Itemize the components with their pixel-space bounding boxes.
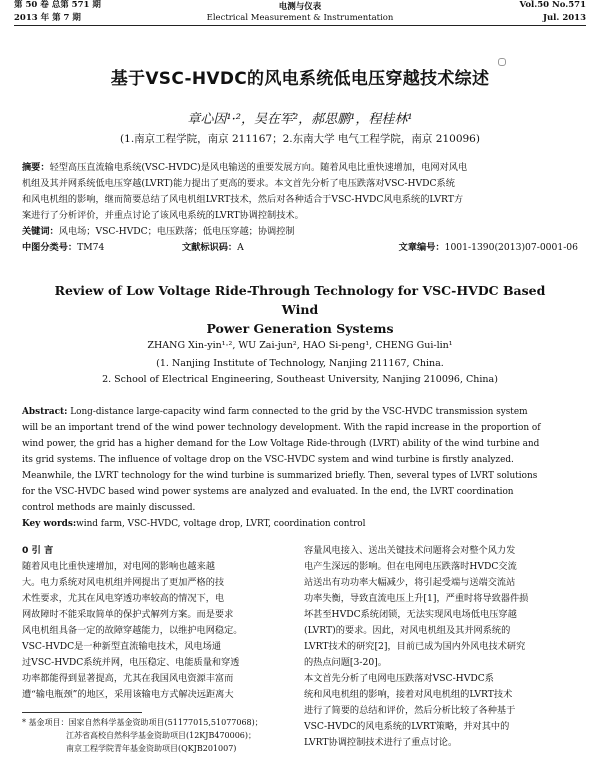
abstract-cn-line: 机组及其并网系统低电压穿越(LVRT)能力提出了更高的要求。本文首先分析了电压跌落对VSC-HVDC系统	[22, 178, 455, 189]
affiliation-en-line: (1. Nanjing Institute of Technology, Nanjing 211167, China.	[156, 358, 444, 369]
authors-en: ZHANG Xin-yin¹·², WU Zai-jun², HAO Si-peng¹, CHENG Gui-lin¹	[147, 340, 453, 351]
keywords-cn-text: 风电场；VSC-HVDC；电压跌落；低电压穿越；协调控制	[58, 226, 295, 237]
title-en-line: Power Generation Systems	[206, 321, 394, 336]
header-volume-cn: 第 50 卷 总第 571 期	[14, 0, 101, 10]
abstract-en-label: Abstract:	[22, 407, 68, 417]
affiliation-cn: (1.南京工程学院，南京 211167；2.东南大学 电气工程学院，南京 210096)	[120, 133, 480, 145]
header-volume-en: Vol.50 No.571	[519, 0, 586, 10]
authors-cn: 章心因¹·²，吴在军²，郝思鹏¹，程桂林¹	[187, 112, 413, 127]
body-line: 风电机组具备一定的故障穿越能力，以维护电网稳定。	[22, 625, 243, 636]
body-line: 本文首先分析了电网电压跌落对VSC-HVDC系	[304, 673, 494, 684]
body-left-column	[22, 543, 288, 703]
body-line: 过VSC-HVDC系统并网，电压稳定、电能质量和穿透	[22, 657, 240, 668]
keywords-en	[22, 516, 578, 532]
article-no-value: 1001-1390(2013)07-0001-06	[444, 242, 578, 253]
abstract-en-line: Meanwhile, the LVRT technology for the wind turbine is summarized briefly. Then, several types of LVRT solutions	[22, 471, 538, 481]
body-line: 随着风电比重快速增加，对电网的影响也越来越	[22, 561, 215, 572]
footnote-line: 南京工程学院青年基金资助项目(QKJB201007)	[66, 744, 237, 753]
body-line: 站送出有功功率大幅减少，将引起受端与送端交流站	[304, 577, 516, 588]
body-line: 进行了简要的总结和评价，然后分析比较了各种基于	[304, 705, 516, 716]
header-month-en: Jul. 2013	[542, 13, 586, 23]
body-line: VSC-HVDC的风电系统的LVRT策略，并对其中的	[304, 721, 510, 732]
body-line: 统和风电机组的影响，接着对风电机组的LVRT技术	[304, 689, 513, 700]
body-line: 大。电力系统对风电机组并网提出了更加严格的技	[22, 577, 225, 588]
body-line: LVRT协调控制技术进行了重点讨论。	[304, 737, 458, 748]
abstract-en-line: control methods are mainly discussed.	[22, 503, 196, 513]
abstract-cn-label: 摘要：	[22, 162, 50, 173]
body-line: LVRT技术的研究[2]，目前已成为国内外风电技术研究	[304, 641, 526, 652]
header-rule	[14, 25, 586, 26]
doc-code-value: A	[237, 242, 244, 253]
section-heading: 0 引 言	[22, 545, 54, 556]
body-line: 功率失衡，导致直流电压上升[1]，严重时将导致器件损	[304, 593, 529, 604]
keywords-cn-label: 关键词：	[22, 226, 59, 237]
title-cn: 基于VSC-HVDC的风电系统低电压穿越技术综述	[110, 69, 490, 89]
keywords-cn	[22, 224, 578, 240]
title-en	[40, 281, 560, 338]
article-no-label: 文章编号：	[398, 242, 445, 253]
body-right-column	[304, 543, 578, 751]
clc-value: TM74	[77, 242, 105, 253]
footnote-rule	[22, 712, 142, 713]
header-journal-en: Electrical Measurement & Instrumentation	[206, 13, 394, 23]
abstract-en-line: its grid systems. The influence of voltage drop on the VSC-HVDC system and wind turbine is firstly analyzed.	[22, 455, 514, 465]
keywords-en-label: Key words:	[22, 519, 77, 529]
body-line: 坏甚至HVDC系统闭锁，无法实现风电场低电压穿越	[304, 609, 517, 620]
clc-label: 中图分类号：	[22, 242, 78, 253]
footnote-marker-icon	[498, 58, 506, 66]
abstract-cn-line: 案进行了分析评价，并重点讨论了该风电系统的LVRT协调控制技术。	[22, 210, 304, 221]
body-line: 容量风电接入、送出关键技术问题将会对整个风力发	[304, 545, 516, 556]
body-line: 功率都能得到显著提高，尤其在我国风电资源丰富而	[22, 673, 234, 684]
abstract-en-line: Long-distance large-capacity wind farm connected to the grid by the VSC-HVDC transmission system	[70, 407, 528, 417]
classification-line	[22, 240, 578, 256]
abstract-en-line: will be an important trend of the wind power technology development. With the rapid increase in the proportion of	[22, 423, 541, 433]
body-line: (LVRT)的要求。因此，对风电机组及其并网系统的	[304, 625, 511, 636]
body-line: 的热点问题[3-20]。	[304, 657, 387, 668]
footnote-line: * 基金项目：国家自然科学基金资助项目(51177015,51077068)；	[22, 718, 263, 727]
body-line: 术性要求，尤其在风电穿透功率较高的情况下，电	[22, 593, 225, 604]
doc-code-label: 文献标识码：	[182, 242, 238, 253]
abstract-en-line: for the VSC-HVDC based wind power systems are analyzed and evaluated. In the end, the LVRT coordination	[22, 487, 514, 497]
body-line: 电产生深远的影响。但在电网电压跌落时HVDC交流	[304, 561, 517, 572]
abstract-cn	[22, 160, 578, 256]
title-en-line: Review of Low Voltage Ride-Through Technology for VSC-HVDC Based Wind	[54, 283, 546, 317]
body-line: 网故障时不能采取简单的保护式解列方案。而是要求	[22, 609, 234, 620]
footnote-line: 江苏省高校自然科学基金资助项目(12KJB470006)；	[66, 731, 257, 740]
keywords-en-text: wind farm, VSC-HVDC, voltage drop, LVRT, coordination control	[76, 519, 366, 529]
affiliation-en-line: 2. School of Electrical Engineering, Southeast University, Nanjing 210096, China)	[102, 374, 498, 385]
abstract-cn-line: 轻型高压直流输电系统(VSC-HVDC)是风电输送的重要发展方向。随着风电比重快速增加，电网对风电	[49, 162, 468, 173]
body-line: VSC-HVDC是一种新型直流输电技术，风电场通	[22, 641, 222, 652]
abstract-en-line: wind power, the grid has a higher demand for the Low Voltage Ride-through (LVRT) ability of the wind turbine and	[22, 439, 540, 449]
footnote	[22, 716, 290, 755]
body-line: 遭“输电瓶颈”的地区，采用该输电方式解决远距离大	[22, 689, 234, 700]
header-year-issue: 2013 年 第 7 期	[14, 13, 81, 23]
header-journal-cn: 电测与仪表	[278, 2, 322, 12]
abstract-en	[22, 404, 578, 532]
abstract-cn-line: 和风电机组的影响，继而简要总结了风电机组LVRT技术，然后对各种适合于VSC-HVDC风电系统的LVRT方	[22, 194, 464, 205]
